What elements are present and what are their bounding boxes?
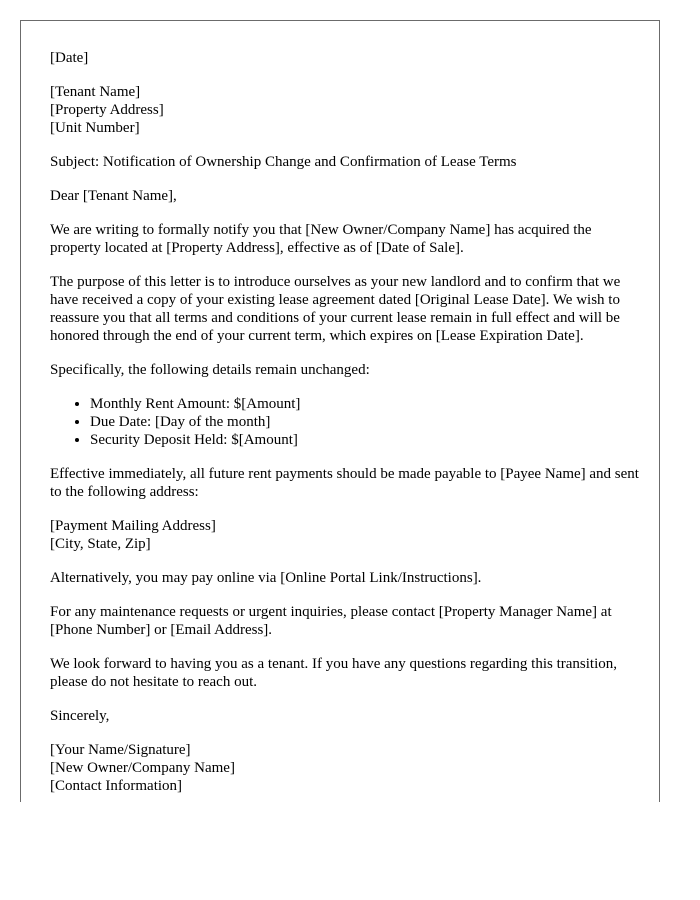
- letter-date: [Date]: [50, 50, 89, 66]
- recipient-name: [Tenant Name]: [50, 84, 141, 100]
- lease-details-list: [50, 395, 640, 449]
- paragraph-maintenance: For any maintenance requests or urgent inquiries, please contact [Property Manager Name] at [Phone Number] or [Email Address].: [50, 604, 612, 638]
- paragraph-acquisition: We are writing to formally notify you that [New Owner/Company Name] has acquired the property located at [Property Address], effective as of [Date of Sale].: [50, 222, 592, 256]
- paragraph-online-payment: Alternatively, you may pay online via [Online Portal Link/Instructions].: [50, 570, 482, 586]
- signature-block: [50, 741, 640, 795]
- letter-page: [20, 20, 660, 802]
- paragraph-details-intro: Specifically, the following details remain unchanged:: [50, 362, 370, 378]
- recipient-address: [Property Address]: [50, 102, 164, 118]
- signature-company: [New Owner/Company Name]: [50, 760, 235, 776]
- detail-due-date: • Due Date: [Day of the month]: [90, 413, 640, 431]
- payment-address-line2: [City, State, Zip]: [50, 536, 151, 552]
- paragraph-introduction: The purpose of this letter is to introduce ourselves as your new landlord and to confirm that we have received a copy of your existing lease agreement dated [Original Lease Date]. We wish to reassure you that all terms and conditions of your current lease remain in full effect and will be honored through the end of your current term, which expires on [Lease Expiration Date].: [50, 274, 621, 344]
- detail-deposit: • Security Deposit Held: $[Amount]: [90, 431, 640, 449]
- recipient-unit: [Unit Number]: [50, 120, 140, 136]
- paragraph-closing-remarks: We look forward to having you as a tenant. If you have any questions regarding this transition, please do not hesitate to reach out.: [50, 656, 617, 690]
- payment-address-line1: [Payment Mailing Address]: [50, 518, 216, 534]
- letter-subject: Subject: Notification of Ownership Change and Confirmation of Lease Terms: [50, 154, 517, 170]
- letter-closing: Sincerely,: [50, 708, 110, 724]
- recipient-block: [50, 83, 640, 137]
- payment-address-block: [50, 517, 640, 553]
- signature-contact: [Contact Information]: [50, 778, 183, 794]
- paragraph-payments: Effective immediately, all future rent payments should be made payable to [Payee Name] and sent to the following address:: [50, 466, 639, 500]
- detail-rent: • Monthly Rent Amount: $[Amount]: [90, 395, 640, 413]
- signature-name: [Your Name/Signature]: [50, 742, 191, 758]
- letter-salutation: Dear [Tenant Name],: [50, 188, 177, 204]
- letter-body: [50, 49, 640, 802]
